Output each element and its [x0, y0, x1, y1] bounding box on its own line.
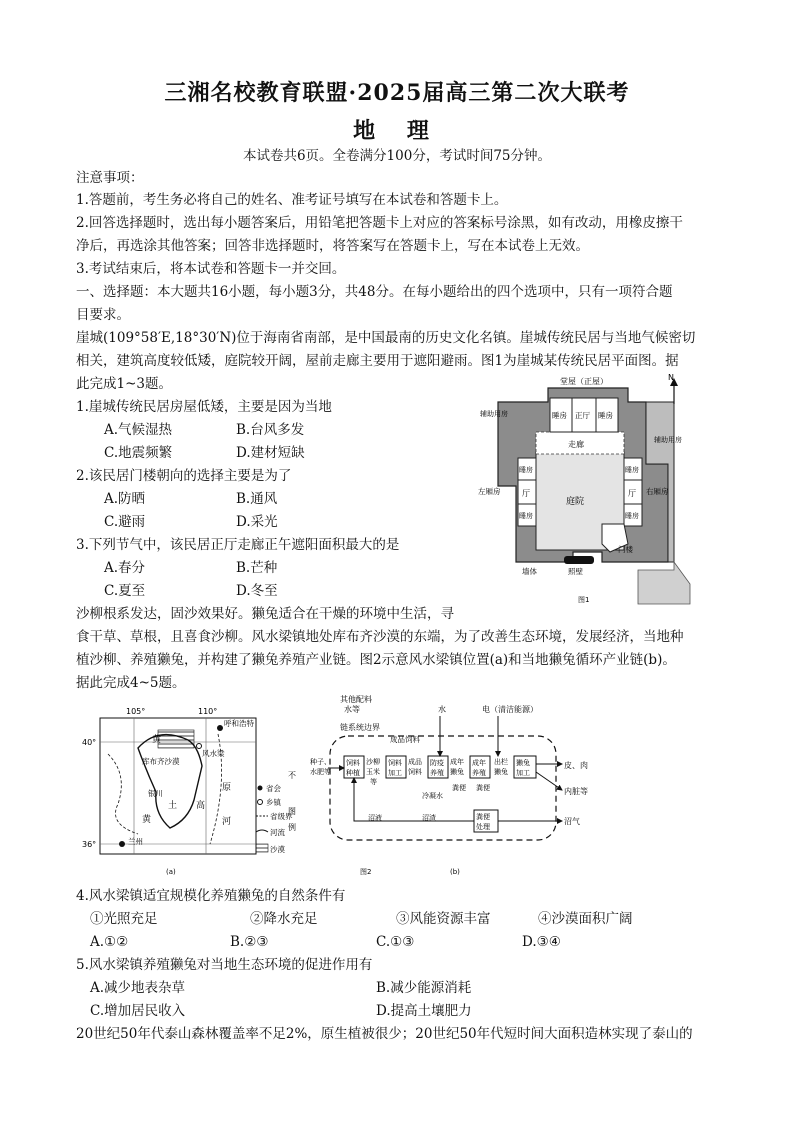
q5-stem: 5.风水梁镇养殖獭兔对当地生态环境的促进作用有	[76, 957, 373, 973]
lat-36-label: 36°	[82, 840, 97, 849]
q3-option-b: B.芒种	[236, 560, 278, 576]
legend-town: 乡镇	[266, 798, 281, 807]
q4-option-c: C.①③	[376, 934, 415, 950]
right-wing-label: 右厢房	[646, 487, 669, 496]
yuan-label: 原	[222, 783, 232, 793]
q1-option-b: B.台风多发	[236, 422, 305, 438]
q1-option-d: D.建材短缺	[236, 445, 305, 461]
aux-room-right-label: 辅助用房	[654, 436, 682, 444]
note-2-line2: 净后，再选涂其他答案；回答非选择题时，将答案写在答题卡上，写在本试卷上无效。	[76, 238, 589, 254]
kubuqi-desert-label: 库布齐沙漠	[142, 757, 180, 766]
top-house-label: 堂屋（正屋）	[560, 377, 608, 386]
passage-3-line1: 20世纪50年代泰山森林覆盖率不足2%，原生植被很少；20世纪50年代短时间大面积造林实现了泰山的	[76, 1026, 693, 1042]
figure-2-drawing	[78, 694, 718, 880]
b-adult2: 獭兔	[450, 768, 464, 776]
figure-1-floor-plan	[478, 374, 696, 606]
q2-stem: 2.该民居门楼朝向的选择主要是为了	[76, 468, 292, 484]
notes-heading: 注意事项：	[76, 170, 144, 186]
figure-2-caption: 图2	[360, 868, 372, 876]
q3-stem: 3.下列节气中，该民居正厅走廊正午遮阳面积最大的是	[76, 537, 400, 553]
b-boundary: 链系统边界	[340, 723, 380, 732]
b-product2: 内脏等	[564, 787, 588, 796]
b-manure: 粪便	[476, 813, 490, 821]
note-3: 3.考试结束后，将本试卷和答题卡一并交回。	[76, 261, 346, 277]
section-1-intro-2: 目要求。	[76, 307, 130, 323]
legend-capital: 省会	[266, 784, 281, 793]
subfigure-b-label: (b)	[450, 868, 460, 876]
gao-label: 高	[196, 801, 206, 811]
b-plant2: 种植	[346, 769, 360, 777]
bedroom-label: 睡房	[625, 512, 639, 520]
subject-title: 地 理	[353, 118, 441, 144]
q2-option-b: B.通风	[236, 491, 278, 507]
bedroom-label: 睡房	[625, 466, 639, 474]
legend-title-1: 不	[288, 771, 296, 780]
left-wing-label: 左厢房	[478, 487, 501, 496]
exam-title: 三湘名校教育联盟·2025届高三第二次大联考	[164, 80, 630, 106]
figure-2	[78, 694, 718, 880]
q3-option-d: D.冬至	[236, 583, 278, 599]
legend-title-3: 例	[288, 823, 296, 832]
b-slaughter: 獭兔	[516, 759, 530, 767]
note-2-line1: 2.回答选择题时，选出每小题答案后，用铅笔把答题卡上对应的答案标号涂黑，如有改动，用橡皮擦干	[76, 215, 683, 231]
city-hohhot-label: 呼和浩特	[224, 719, 254, 728]
q2-option-d: D.采光	[236, 514, 278, 530]
b-corn3: 等	[370, 778, 377, 786]
q4-statement-4: ④沙漠面积广阔	[538, 911, 633, 927]
aux-room-left-label: 辅助用房	[480, 410, 508, 418]
exam-info: 本试卷共6页。全卷满分100分，考试时间75分钟。	[242, 148, 552, 164]
he-label: 河	[222, 817, 232, 827]
q5-option-c: C.增加居民收入	[90, 1003, 186, 1019]
yinchuan-label: 银川	[148, 789, 163, 798]
lon-105-label: 105°	[126, 707, 146, 716]
q3-option-a: A.春分	[104, 560, 146, 576]
b-fen2: 粪便	[476, 784, 490, 792]
hall-label: 厅	[522, 489, 530, 498]
q4-option-a: A.①②	[90, 934, 129, 950]
passage-2-line3: 植沙柳、养殖獭兔，并构建了獭兔养殖产业链。图2示意风水梁镇位置(a)和当地獭兔循环产业链(b)。	[76, 652, 676, 668]
q1-option-a: A.气候湿热	[104, 422, 173, 438]
legend-river: 河流	[270, 828, 285, 837]
q2-option-a: A.防晒	[104, 491, 146, 507]
bedroom-label: 睡房	[519, 512, 533, 520]
b-water: 水	[438, 705, 446, 714]
b-prevent: 防疫	[430, 759, 444, 767]
b-biogas-liquid: 沼液	[368, 814, 382, 822]
bedroom-label: 睡房	[519, 466, 533, 474]
q5-option-a: A.减少地表杂草	[90, 980, 186, 996]
q4-option-d: D.③④	[522, 934, 561, 950]
b-manure2: 处理	[476, 823, 490, 831]
passage-1-line1: 崖城(109°58′E,18°30′N)位于海南省南部，是中国最南的历史文化名镇。崖城传统民居与当地气候密切	[76, 330, 696, 346]
b-slaughter2: 加工	[516, 769, 530, 777]
q2-option-c: C.避雨	[104, 514, 146, 530]
passage-2-line2: 食干草、草根，且喜食沙柳。风水梁镇地处库布齐沙漠的东端，为了改善生态环境，发展经济，当地种	[76, 629, 684, 645]
q1-option-c: C.地震频繁	[104, 445, 173, 461]
wall-label: 墙体	[522, 567, 537, 576]
b-gas: 沼气	[564, 817, 580, 826]
lat-40-label: 40°	[82, 738, 97, 747]
q4-statement-2: ②降水充足	[250, 911, 318, 927]
b-finished-feed: 成品饲料	[390, 735, 420, 744]
b-out2: 獭兔	[494, 768, 508, 776]
fengshuiliang-label: 风水梁	[202, 749, 225, 758]
map-panel-a	[82, 707, 256, 876]
b-seed2: 水肥等	[310, 768, 331, 776]
corridor-label: 走廊	[568, 440, 584, 449]
passage-1-line2: 相关，建筑高度较低矮，庭院较开阔，屋前走廊主要用于遮阳避雨。图1为崖城某传统民居平面图。据	[76, 353, 679, 369]
b-feedmat: 成品	[408, 758, 422, 766]
b-out: 出栏	[494, 758, 508, 766]
b-process2: 加工	[388, 769, 402, 777]
b-adult: 成年	[450, 758, 464, 766]
bedroom-label: 睡房	[598, 411, 613, 420]
b-fen1: 粪便	[452, 784, 466, 792]
hall-label: 厅	[628, 489, 636, 498]
q4-statement-1: ①光照充足	[90, 911, 158, 927]
b-product1: 皮、肉	[564, 761, 588, 770]
b-seed: 种子、	[310, 758, 331, 766]
section-1-intro: 一、选择题：本大题共16小题，每小题3分，共48分。在每小题给出的四个选项中，只有一项符合题	[76, 284, 673, 300]
q4-stem: 4.风水梁镇适宜规模化养殖獭兔的自然条件有	[76, 888, 346, 904]
b-plant: 饲料	[346, 759, 360, 767]
floor-plan-drawing	[478, 374, 696, 606]
b-breed: 成年	[472, 759, 486, 767]
lon-110-label: 110°	[198, 707, 218, 716]
b-breed2: 养殖	[472, 769, 486, 777]
city-lanzhou-label: 兰州	[128, 837, 143, 846]
b-input1: 其他配料	[340, 695, 372, 704]
b-cool: 冷凝水	[422, 792, 443, 800]
q4-option-b: B.②③	[230, 934, 269, 950]
courtyard-label: 庭院	[566, 497, 585, 507]
figure-1-caption: 图1	[578, 596, 590, 604]
huang-label: 黄	[152, 735, 162, 745]
b-corn2: 玉米	[366, 768, 380, 776]
b-electricity: 电（清洁能源）	[482, 705, 538, 714]
passage-1-line3: 此完成1~3题。	[76, 376, 172, 392]
main-hall-label: 正厅	[575, 411, 590, 420]
b-biogas-residue: 沼渣	[422, 814, 436, 822]
bedroom-label: 睡房	[552, 411, 567, 420]
gate-label: 门楼	[618, 545, 633, 554]
b-feedmat2: 饲料	[408, 768, 422, 776]
q5-option-d: D.提高土壤肥力	[376, 1003, 472, 1019]
note-1: 1.答题前，考生务必将自己的姓名、准考证号填写在本试卷和答题卡上。	[76, 192, 508, 208]
q4-statement-3: ③风能资源丰富	[396, 911, 491, 927]
passage-2-line1: 沙柳根系发达，固沙效果好。獭兔适合在干燥的环境中生活，寻	[76, 606, 454, 622]
b-prevent2: 养殖	[430, 769, 444, 777]
b-process: 饲料	[388, 759, 402, 767]
subfigure-a-label: (a)	[166, 868, 176, 876]
tu-label: 土	[168, 801, 178, 811]
legend-border: 省级界	[270, 812, 293, 821]
b-input1b: 水等	[344, 705, 360, 714]
b-corn: 沙柳	[366, 758, 380, 766]
north-label: N	[668, 374, 674, 382]
screen-wall-label: 照壁	[568, 567, 583, 576]
legend-desert: 沙漠	[270, 845, 285, 854]
q5-option-b: B.减少能源消耗	[376, 980, 472, 996]
huang-river-label: 黄	[142, 815, 152, 825]
q3-option-c: C.夏至	[104, 583, 146, 599]
passage-2-line4: 据此完成4~5题。	[76, 675, 186, 691]
q1-stem: 1.崖城传统民居房屋低矮，主要是因为当地	[76, 399, 332, 415]
legend-title-2: 图	[288, 807, 296, 816]
